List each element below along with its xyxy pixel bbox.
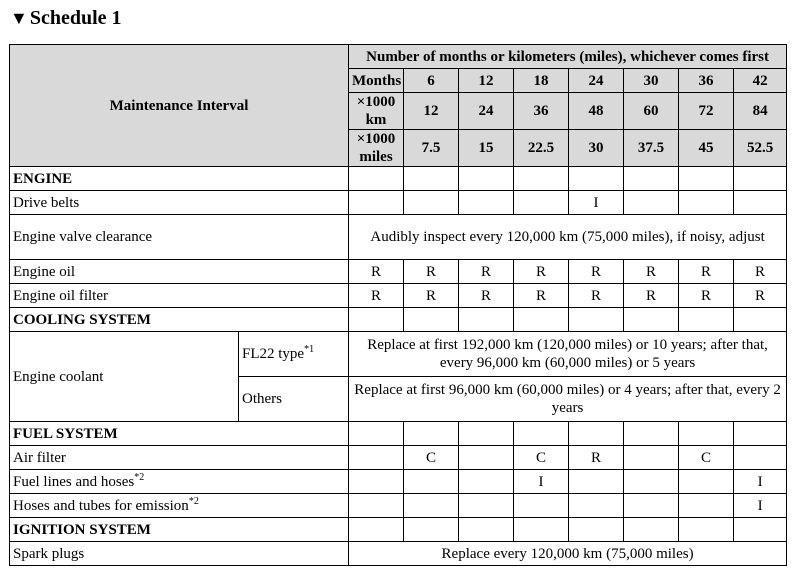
schedule-cell: R: [624, 260, 679, 284]
header-cell: 24: [459, 93, 514, 130]
schedule-cell: C: [404, 446, 459, 470]
schedule-cell: R: [349, 284, 404, 308]
header-row-span: [10, 45, 787, 69]
schedule-cell: [459, 446, 514, 470]
section-title: IGNITION SYSTEM: [10, 518, 349, 542]
row-engine-oil-filter: [10, 284, 787, 308]
empty-cell: [734, 167, 787, 191]
section-title: FUEL SYSTEM: [10, 422, 349, 446]
empty-cell: [624, 167, 679, 191]
coolant-type-fl22: [239, 332, 349, 377]
schedule-cell: [679, 494, 734, 518]
title-text: Schedule 1: [29, 7, 122, 29]
empty-cell: [679, 308, 734, 332]
header-cell: 36: [514, 93, 569, 130]
schedule-cell: [404, 470, 459, 494]
schedule-cell: [349, 191, 404, 215]
schedule-cell: [569, 494, 624, 518]
empty-cell: [569, 167, 624, 191]
empty-cell: [459, 518, 514, 542]
header-cell: 15: [459, 130, 514, 167]
item-label: [10, 470, 349, 494]
empty-cell: [349, 308, 404, 332]
schedule-cell: R: [459, 284, 514, 308]
empty-cell: [514, 167, 569, 191]
schedule-note: Replace at first 192,000 km (120,000 miles) or 10 years; after that, every 96,000 km (60,000 miles) or 5 years: [349, 332, 787, 377]
schedule-cell: R: [734, 260, 787, 284]
schedule-cell: [624, 470, 679, 494]
section-cooling-system: [10, 308, 787, 332]
header-cell: 12: [459, 69, 514, 93]
item-label-text: Air filter: [13, 449, 66, 466]
header-cell: 7.5: [404, 130, 459, 167]
section-ignition-system: [10, 518, 787, 542]
empty-cell: [404, 167, 459, 191]
section-title: COOLING SYSTEM: [10, 308, 349, 332]
empty-cell: [624, 518, 679, 542]
row-fuel-lines-and-hoses: [10, 470, 787, 494]
item-label: Engine valve clearance: [10, 215, 349, 260]
empty-cell: [514, 422, 569, 446]
header-cell: 12: [404, 93, 459, 130]
maintenance-schedule-table: [9, 44, 787, 566]
km-header: ×1000 km: [349, 93, 404, 130]
schedule-cell: [404, 494, 459, 518]
header-cell: 45: [679, 130, 734, 167]
schedule-cell: [734, 446, 787, 470]
empty-cell: [624, 422, 679, 446]
item-label-text: Drive belts: [13, 194, 80, 211]
schedule-cell: [404, 191, 459, 215]
schedule-cell: R: [459, 260, 514, 284]
item-label: [10, 260, 349, 284]
empty-cell: [734, 422, 787, 446]
empty-cell: [404, 518, 459, 542]
empty-cell: [459, 422, 514, 446]
schedule-cell: [734, 191, 787, 215]
row-air-filter: [10, 446, 787, 470]
schedule-cell: [679, 470, 734, 494]
empty-cell: [679, 167, 734, 191]
item-label-text: Engine oil filter: [13, 287, 108, 304]
schedule-cell: R: [349, 260, 404, 284]
empty-cell: [679, 518, 734, 542]
section-engine: [10, 167, 787, 191]
row-spark-plugs: [10, 542, 787, 566]
schedule-cell: [349, 446, 404, 470]
schedule-cell: R: [624, 284, 679, 308]
schedule-cell: [349, 494, 404, 518]
header-cell: 60: [624, 93, 679, 130]
schedule-cell: [459, 191, 514, 215]
empty-cell: [349, 167, 404, 191]
schedule-cell: R: [514, 260, 569, 284]
header-cell: 30: [569, 130, 624, 167]
coolant-type-text: FL22 type: [242, 346, 305, 362]
schedule-cell: R: [569, 284, 624, 308]
empty-cell: [624, 308, 679, 332]
empty-cell: [679, 422, 734, 446]
schedule-note: Audibly inspect every 120,000 km (75,000 miles), if noisy, adjust: [349, 215, 787, 260]
schedule-cell: I: [569, 191, 624, 215]
header-cell: 36: [679, 69, 734, 93]
schedule-note: Replace at first 96,000 km (60,000 miles) or 4 years; after that, every 2 years: [349, 377, 787, 422]
schedule-cell: R: [404, 260, 459, 284]
schedule-cell: R: [569, 260, 624, 284]
header-cell: 72: [679, 93, 734, 130]
header-cell: 42: [734, 69, 787, 93]
schedule-cell: C: [514, 446, 569, 470]
empty-cell: [569, 308, 624, 332]
header-cell: 48: [569, 93, 624, 130]
schedule-cell: [624, 446, 679, 470]
schedule-cell: [459, 470, 514, 494]
schedule-cell: [349, 470, 404, 494]
empty-cell: [459, 308, 514, 332]
schedule-cell: [624, 494, 679, 518]
header-cell: 52.5: [734, 130, 787, 167]
schedule-cell: R: [514, 284, 569, 308]
row-hoses-and-tubes-for-emission: [10, 494, 787, 518]
header-cell: 22.5: [514, 130, 569, 167]
header-cell: 18: [514, 69, 569, 93]
header-cell: 30: [624, 69, 679, 93]
item-label-text: Hoses and tubes for emission: [13, 497, 189, 514]
section-fuel-system: [10, 422, 787, 446]
empty-cell: [349, 518, 404, 542]
footnote-mark: *2: [134, 471, 145, 483]
schedule-cell: R: [404, 284, 459, 308]
triangle-down-icon: ▼: [10, 8, 28, 28]
empty-cell: [404, 308, 459, 332]
empty-cell: [349, 422, 404, 446]
schedule-cell: R: [734, 284, 787, 308]
header-cell: 37.5: [624, 130, 679, 167]
row-engine-coolant-fl22: [10, 332, 787, 377]
empty-cell: [459, 167, 514, 191]
item-label: [10, 284, 349, 308]
schedule-cell: [679, 191, 734, 215]
schedule-cell: C: [679, 446, 734, 470]
footnote-mark: *2: [188, 495, 199, 507]
schedule-cell: [514, 191, 569, 215]
item-label-text: Fuel lines and hoses: [13, 473, 135, 490]
schedule-cell: R: [679, 284, 734, 308]
item-label-text: Engine oil: [13, 263, 76, 280]
header-cell: 24: [569, 69, 624, 93]
section-title: ENGINE: [10, 167, 349, 191]
schedule-cell: [459, 494, 514, 518]
coolant-type-others: Others: [239, 377, 349, 422]
empty-cell: [569, 422, 624, 446]
row-engine-valve-clearance: [10, 215, 787, 260]
empty-cell: [569, 518, 624, 542]
schedule-cell: I: [734, 494, 787, 518]
schedule-cell: I: [734, 470, 787, 494]
schedule-cell: [514, 494, 569, 518]
item-label: Engine coolant: [10, 332, 239, 422]
footnote-mark: *1: [304, 344, 315, 355]
empty-cell: [734, 308, 787, 332]
span-header: Number of months or kilometers (miles), whichever comes first: [349, 45, 787, 69]
empty-cell: [514, 308, 569, 332]
item-label: [10, 494, 349, 518]
row-engine-oil: [10, 260, 787, 284]
miles-header: ×1000 miles: [349, 130, 404, 167]
item-label: Spark plugs: [10, 542, 349, 566]
schedule-cell: I: [514, 470, 569, 494]
header-cell: 6: [404, 69, 459, 93]
interval-header: Maintenance Interval: [10, 45, 349, 167]
item-label: [10, 191, 349, 215]
item-label: [10, 446, 349, 470]
header-cell: 84: [734, 93, 787, 130]
empty-cell: [404, 422, 459, 446]
schedule-cell: R: [569, 446, 624, 470]
schedule-cell: R: [679, 260, 734, 284]
schedule-cell: [624, 191, 679, 215]
months-header: Months: [349, 69, 404, 93]
empty-cell: [734, 518, 787, 542]
schedule-note: Replace every 120,000 km (75,000 miles): [349, 542, 787, 566]
empty-cell: [514, 518, 569, 542]
row-drive-belts: [10, 191, 787, 215]
page-title: [10, 4, 122, 32]
schedule-cell: [569, 470, 624, 494]
